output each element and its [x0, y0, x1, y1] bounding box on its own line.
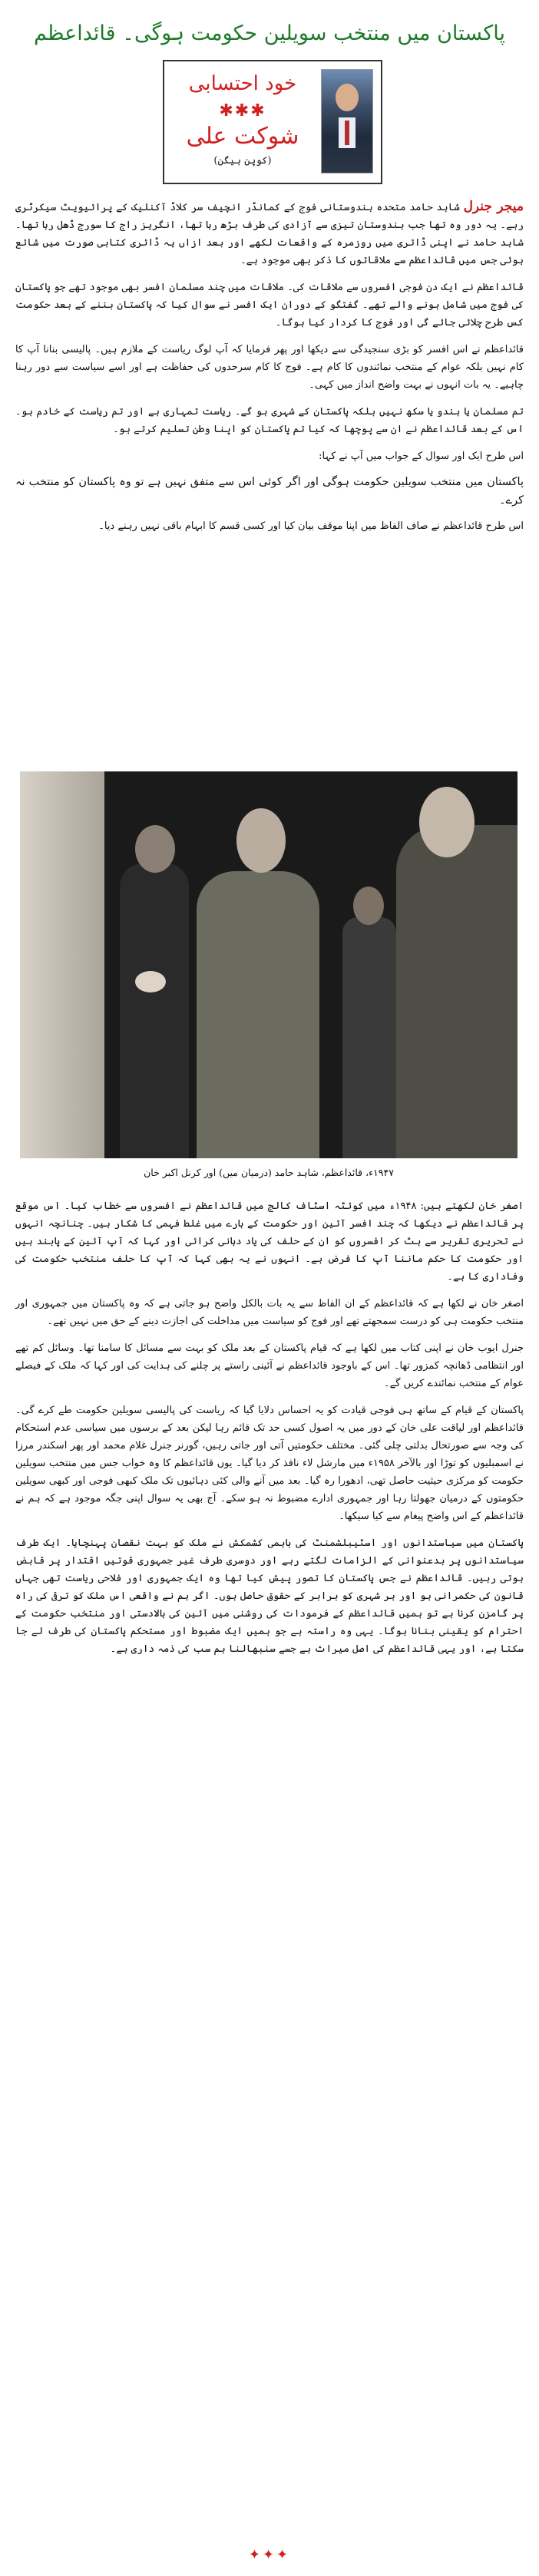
historical-photo: [20, 771, 518, 1158]
author-photo: [321, 69, 373, 173]
paragraph-text: قائداعظم نے اس افسر کو بڑی سنجیدگی سے دیکھا اور پھر فرمایا کہ آپ لوگ ریاست کے ملازم ہیں۔ پالیسی بنانا آپ کا کام نہیں بلکہ عوام کے منتخب نمائندوں کا کام ہے۔ فوج کا کام سرحدوں کی حفاظت ہے اور اسے سیاست سے دور رہنا چاہیے۔ یہ بات انہوں نے بہت واضح انداز میں کہی۔: [15, 344, 524, 391]
paragraph-text: اس طرح ایک اور سوال کے جواب میں آپ نے کہا:: [319, 451, 524, 462]
author-location: (کوپن ہیگن): [213, 155, 272, 167]
paragraph: [15, 1295, 524, 1330]
quote-paragraph: [15, 473, 524, 510]
paragraph: [15, 517, 524, 535]
paragraph-text: اس طرح قائداعظم نے صاف الفاظ میں اپنا موقف بیان کیا اور کسی قسم کا ابہام باقی نہیں رہنے دیا۔: [98, 520, 524, 532]
paragraph: [15, 1197, 524, 1286]
paragraph: [15, 447, 524, 465]
paragraph: [15, 403, 524, 438]
paragraph: [15, 279, 524, 332]
author-name: شوکت علی: [186, 123, 299, 150]
quote-text: پاکستان میں منتخب سویلین حکومت ہوگی اور اگر کوئی اس سے متفق نہیں ہے تو وہ پاکستان کو منتخب نہ کرے۔: [15, 476, 524, 507]
article-body-bottom: [15, 1197, 524, 1658]
column-stars: ✱✱✱: [219, 101, 266, 121]
column-name: خود احتسابی: [188, 72, 297, 95]
paragraph-text: پاکستان میں سیاستدانوں اور اسٹیبلشمنٹ کی باہمی کشمکش نے ملک کو بہت نقصان پہنچایا۔ ایک طرف سیاستدانوں پر بدعنوانی کے الزامات لگتے رہے اور دوسری طرف غیر جمہوری قوتیں اقتدار پر قابض ہوتی رہیں۔ قائداعظم نے جس پاکستان کا تصور پیش کیا تھا وہ ایک جمہوری اور فلاحی ریاست تھی جہاں قانون کی حکمرانی ہو اور ہر شہری کو برابر کے حقوق حاصل ہوں۔ اگر ہم نے واقعی اس ملک کو ترقی کی راہ پر گامزن کرنا ہے تو ہمیں قائداعظم کے فرمودات کی روشنی میں آئین کی بالادستی اور منتخب حکومت کے احترام کو یقینی بنانا ہوگا۔ یہی وہ راستہ ہے جو ہمیں ایک مضبوط اور مستحکم پاکستان کی طرف لے جا سکتا ہے، اور یہی قائداعظم کی اصل میراث ہے جسے سنبھالنا ہم سب کی ذمہ داری ہے۔: [15, 1537, 524, 1655]
paragraph: [15, 1339, 524, 1392]
paragraph: [15, 198, 524, 269]
column-byline-box: [163, 60, 382, 184]
paragraph-text: جنرل ایوب خان نے اپنی کتاب میں لکھا ہے کہ قیام پاکستان کے بعد ملک کو بہت سے مسائل کا سامنا تھا۔ وسائل کم تھے اور انتظامی ڈھانچہ کمزور تھا۔ اس کے باوجود قائداعظم نے آئینی راستے پر چلنے کی ہدایت کی اور کہا کہ ملک کے فیصلے عوام کے منتخب نمائندے کریں گے۔: [15, 1342, 524, 1389]
end-mark: ✦✦✦: [248, 2547, 291, 2563]
paragraph-text: شاہد حامد متحدہ ہندوستانی فوج کے کمانڈر انچیف سر کلاڈ آکنلیک کے پرائیویٹ سیکرٹری رہے۔ یہ دور وہ تھا جب ہندوستان تیزی سے آزادی کی طرف بڑھ رہا تھا، انگریز راج کا سورج ڈھل رہا تھا۔ شاہد حامد نے اپنی ڈائری میں روزمرہ کے واقعات لکھے اور بعد ازاں یہ ڈائری کتابی صورت میں شائع ہوئی جس میں قائداعظم سے ملاقاتوں کا ذکر بھی موجود ہے۔: [15, 202, 524, 266]
paragraph: [15, 341, 524, 394]
paragraph: [15, 1402, 524, 1525]
paragraph-text: پاکستان کے قیام کے ساتھ ہی فوجی قیادت کو یہ احساس دلایا گیا کہ ریاست کی پالیسی سویلین حکومت طے کرے گی۔ قائداعظم اور لیاقت علی خان کے دور میں یہ اصول کسی حد تک قائم رہا لیکن بعد کے برسوں میں سیاسی عدم استحکام کی وجہ سے صورتحال بدلتی چلی گئی۔ مختلف حکومتیں آتی اور جاتی رہیں، گورنر جنرل غلام محمد اور پھر اسکندر مرزا نے اسمبلیوں کو توڑا اور بالآخر ۱۹۵۸ء میں مارشل لاء نافذ کر دیا گیا۔ یوں قائداعظم کا وہ خواب جس میں منتخب سویلین حکومت کو مرکزی حیثیت حاصل تھی، ادھورا رہ گیا۔ بعد میں آنے والی کئی دہائیوں تک ملک کبھی فوجی اور کبھی سویلین حکومتوں کے درمیان جھولتا رہا اور جمہوری ادارے مضبوط نہ ہو سکے۔ آج بھی یہ سوال اپنی جگہ موجود ہے کہ ہم نے قائداعظم کے اس واضح پیغام سے کیا سیکھا۔: [15, 1405, 524, 1522]
article-body-top: [15, 198, 524, 535]
paragraph-text: قائداعظم نے ایک دن فوجی افسروں سے ملاقات کی۔ ملاقات میں چند مسلمان افسر بھی موجود تھے جو پاکستان کی فوج میں شامل ہونے والے تھے۔ گفتگو کے دوران ایک افسر نے سوال کیا کہ پاکستان بننے کے بعد حکومت کس طرح چلائی جائے گی اور فوج کا کردار کیا ہوگا۔: [15, 282, 524, 329]
paragraph: [15, 1534, 524, 1658]
paragraph-text: اصغر خان نے لکھا ہے کہ قائداعظم کے ان الفاظ سے یہ بات بالکل واضح ہو جاتی ہے کہ وہ پاکستان میں جمہوری اور منتخب حکومت ہی کو درست سمجھتے تھے اور فوج کو سیاست میں مداخلت کی اجازت دینے کے حق میں نہیں تھے۔: [15, 1298, 524, 1327]
photo-caption: ۱۹۴۷ء، قائداعظم، شاہد حامد (درمیان میں) اور کرنل اکبر خان: [144, 1167, 394, 1178]
lead-word: میجر جنرل: [463, 199, 524, 214]
paragraph-text: اصغر خان لکھتے ہیں: ۱۹۴۸ء میں کوئٹہ اسٹاف کالج میں قائداعظم نے افسروں سے خطاب کیا۔ اس موقع پر قائداعظم نے دیکھا کہ چند افسر آئین اور حکومت کے بارے میں غلط فہمی کا شکار ہیں۔ چنانچہ انہوں نے تحریری تقریر سے ہٹ کر افسروں کو ان کے حلف کی یاد دہانی کرائی اور کہا کہ آپ آئین کے پابند ہیں اور حکومت کا حکم ماننا آپ کا فرض ہے۔ انہوں نے یہ بھی کہا کہ آپ کا حلف منتخب حکومت کی وفاداری کا ہے۔: [15, 1200, 524, 1283]
article-headline: پاکستان میں منتخب سویلین حکومت ہوگی۔ قائداعظم: [34, 21, 505, 45]
paragraph-text: تم مسلمان یا ہندو یا سکھ نہیں بلکہ پاکستان کے شہری ہو گے۔ ریاست تمہاری ہے اور تم ریاست کے خادم ہو۔ اس کے بعد قائداعظم نے ان سے پوچھا کہ کیا تم پاکستان کو اپنا وطن تسلیم کرتے ہو۔: [15, 406, 524, 435]
